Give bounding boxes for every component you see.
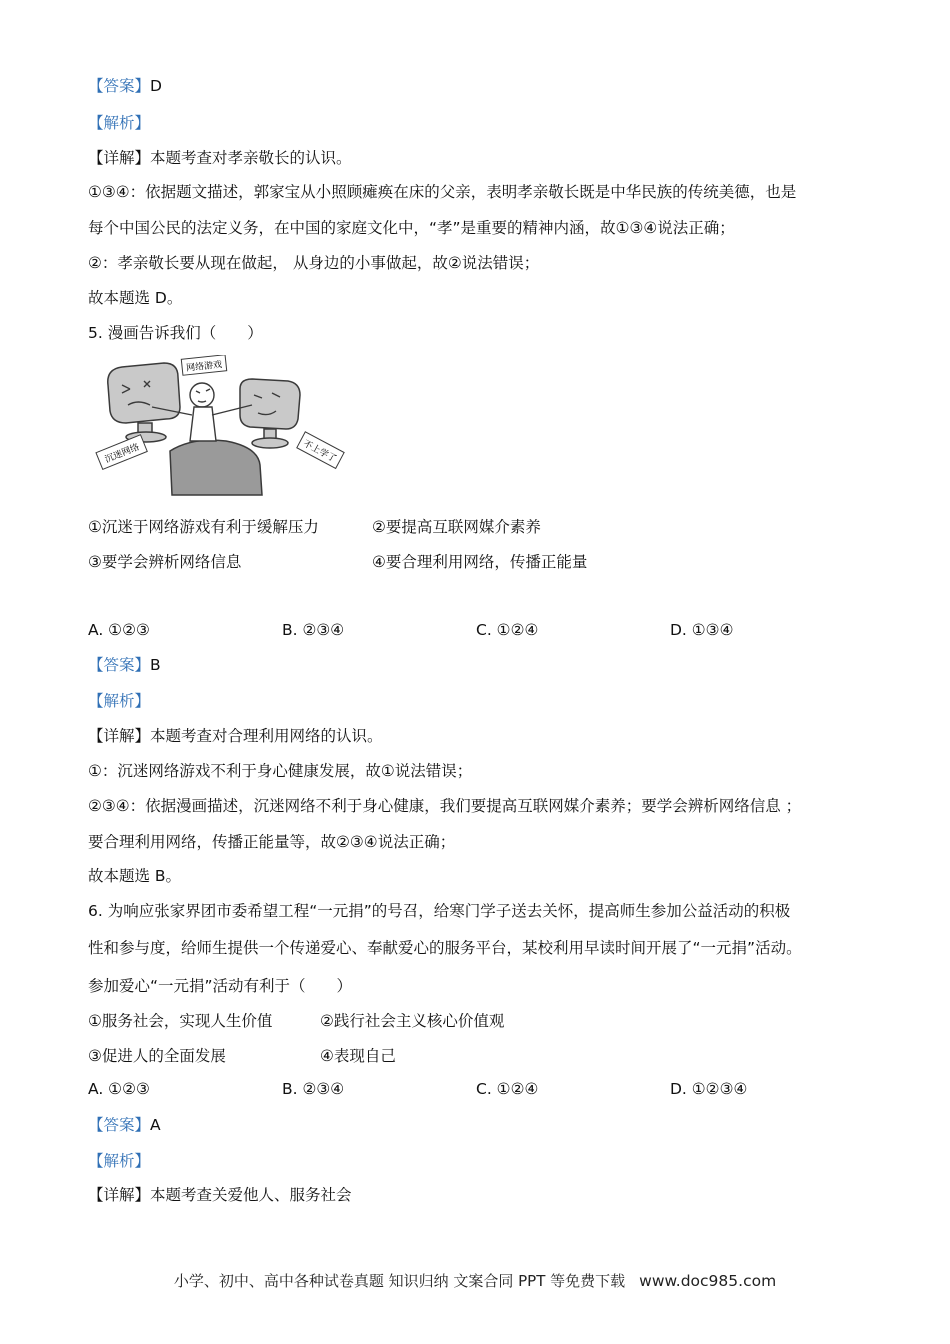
detail-text: 本题考查对合理利用网络的认识。 [150, 727, 383, 745]
q5-option-a: A. ①②③ [88, 621, 150, 639]
detail-text: 本题考查关爱他人、服务社会 [150, 1186, 352, 1204]
q5-option-b: B. ②③④ [282, 621, 345, 639]
q5-answer-line [88, 655, 161, 675]
q4-conclusion: 故本题选 D。 [88, 289, 183, 307]
answer-value: A [150, 1116, 161, 1134]
cartoon-label-1: 网络游戏 [185, 360, 223, 374]
q6-statement-1: ①服务社会，实现人生价值 [88, 1012, 273, 1030]
q6-statement-2: ②践行社会主义核心价值观 [320, 1012, 505, 1030]
q5-option-d: D. ①③④ [670, 621, 734, 639]
q6-statement-3: ③促进人的全面发展 [88, 1047, 226, 1065]
q5-explanation-3: 要合理利用网络，传播正能量等，故②③④说法正确； [88, 833, 456, 851]
q5-option-c: C. ①②④ [476, 621, 539, 639]
q5-statement-4: ④要合理利用网络，传播正能量 [372, 553, 588, 571]
answer-value: D [150, 77, 162, 95]
label-top [181, 355, 226, 375]
q5-conclusion: 故本题选 B。 [88, 867, 182, 885]
q6-stem-2: 性和参与度，给师生提供一个传递爱心、奉献爱心的服务平台，某校利用早读时间开展了“一元捐”活动。 [88, 939, 802, 957]
q5-statement-2: ②要提高互联网媒介素养 [372, 518, 541, 536]
q6-option-c: C. ①②④ [476, 1080, 539, 1098]
q5-statement-3: ③要学会辨析网络信息 [88, 553, 242, 571]
cartoon-illustration [92, 355, 348, 497]
q6-detail-line [88, 1185, 352, 1205]
q5-analysis-tag: 【解析】 [88, 692, 151, 710]
q4-explanation-2: 每个中国公民的法定义务，在中国的家庭文化中，“孝”是重要的精神内涵，故①③④说法正确； [88, 219, 735, 237]
detail-tag: 【详解】 [88, 1186, 151, 1204]
detail-text: 本题考查对孝亲敬长的认识。 [150, 149, 352, 167]
q4-detail-line [88, 148, 352, 168]
q6-option-d: D. ①②③④ [670, 1080, 748, 1098]
label-right [297, 432, 344, 469]
answer-tag: 【答案】 [88, 77, 151, 95]
q6-statement-4: ④表现自己 [320, 1047, 396, 1065]
q6-analysis-tag: 【解析】 [88, 1152, 151, 1170]
q5-stem: 5. 漫画告诉我们（ ） [88, 324, 263, 342]
footer-text: 小学、初中、高中各种试卷真题 知识归纳 文案合同 PPT 等免费下载 [173, 1272, 626, 1290]
q6-stem-3: 参加爱心“一元捐”活动有利于（ ） [88, 977, 353, 995]
q6-answer-line [88, 1115, 161, 1135]
detail-tag: 【详解】 [88, 727, 151, 745]
cartoon-label-2: 沉迷网络 [103, 442, 141, 466]
detail-tag: 【详解】 [88, 149, 151, 167]
q4-explanation-3: ②：孝亲敬长要从现在做起， 从身边的小事做起，故②说法错误； [88, 254, 540, 272]
answer-tag: 【答案】 [88, 656, 151, 674]
answer-value: B [150, 656, 161, 674]
q5-explanation-1: ①：沉迷网络游戏不利于身心健康发展，故①说法错误； [88, 762, 473, 780]
answer-tag: 【答案】 [88, 1116, 151, 1134]
label-left [96, 435, 147, 470]
page-footer [0, 1270, 950, 1291]
q6-stem-1: 6. 为响应张家界团市委希望工程“一元捐”的号召，给寒门学子送去关怀，提高师生参加公益活动的积极 [88, 902, 791, 920]
q5-detail-line [88, 726, 383, 746]
cartoon-label-3: 不上学了 [301, 439, 338, 465]
q4-explanation-1: ①③④：依据题文描述，郭家宝从小照顾瘫痪在床的父亲，表明孝亲敬长既是中华民族的传统美德，也是 [88, 183, 797, 201]
q5-statement-1: ①沉迷于网络游戏有利于缓解压力 [88, 518, 319, 536]
q6-option-b: B. ②③④ [282, 1080, 345, 1098]
q4-analysis-tag: 【解析】 [88, 114, 151, 132]
footer-link[interactable]: www.doc985.com [639, 1272, 777, 1290]
q4-answer-line [88, 76, 162, 96]
q5-explanation-2: ②③④：依据漫画描述，沉迷网络不利于身心健康，我们要提高互联网媒介素养；要学会辨析网络信息 ； [88, 797, 802, 815]
q6-option-a: A. ①②③ [88, 1080, 150, 1098]
